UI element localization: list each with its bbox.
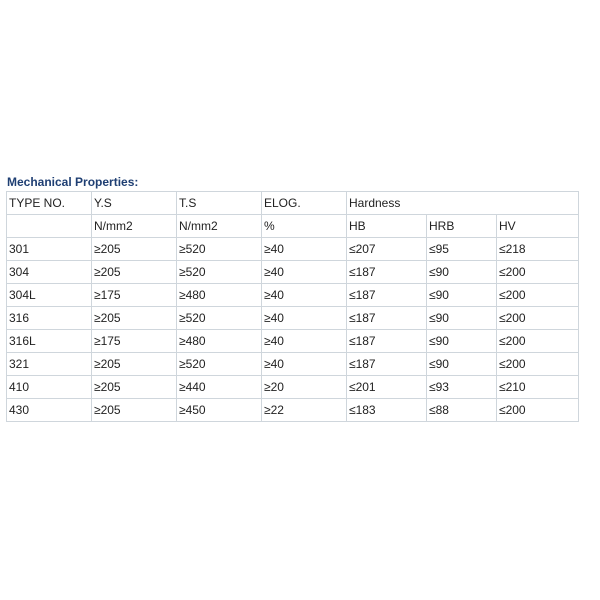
cell-elog: ≥40 — [262, 284, 347, 307]
section-title: Mechanical Properties: — [7, 175, 139, 189]
table-row — [7, 399, 579, 422]
cell-ts: ≥440 — [177, 376, 262, 399]
cell-ys: ≥175 — [92, 330, 177, 353]
cell-hb: ≤187 — [347, 307, 427, 330]
subheader-row — [7, 215, 579, 238]
cell-elog: ≥40 — [262, 238, 347, 261]
cell-type-no: 321 — [7, 353, 92, 376]
cell-ts: ≥520 — [177, 307, 262, 330]
cell-hv: ≤200 — [497, 284, 579, 307]
cell-hb: ≤201 — [347, 376, 427, 399]
table-row — [7, 376, 579, 399]
cell-ts: ≥520 — [177, 353, 262, 376]
cell-type-no: 304L — [7, 284, 92, 307]
table-row — [7, 330, 579, 353]
cell-ys: ≥205 — [92, 399, 177, 422]
table-row — [7, 238, 579, 261]
cell-hrb: ≤90 — [427, 284, 497, 307]
mechanical-properties-table — [6, 191, 579, 422]
cell-hv: ≤200 — [497, 261, 579, 284]
cell-type-no: 304 — [7, 261, 92, 284]
cell-ys: ≥175 — [92, 284, 177, 307]
cell-elog: ≥22 — [262, 399, 347, 422]
cell-hv: ≤200 — [497, 399, 579, 422]
cell-hb: ≤187 — [347, 353, 427, 376]
header-ys: Y.S — [92, 192, 177, 215]
cell-hb: ≤183 — [347, 399, 427, 422]
cell-ys: ≥205 — [92, 376, 177, 399]
subheader-ys-unit: N/mm2 — [92, 215, 177, 238]
cell-ts: ≥450 — [177, 399, 262, 422]
header-ts: T.S — [177, 192, 262, 215]
cell-hb: ≤187 — [347, 330, 427, 353]
cell-elog: ≥40 — [262, 353, 347, 376]
cell-type-no: 430 — [7, 399, 92, 422]
cell-ys: ≥205 — [92, 238, 177, 261]
mechanical-properties-section — [6, 174, 578, 422]
cell-hrb: ≤93 — [427, 376, 497, 399]
cell-ys: ≥205 — [92, 261, 177, 284]
cell-hv: ≤200 — [497, 307, 579, 330]
cell-hv: ≤200 — [497, 353, 579, 376]
cell-hv: ≤210 — [497, 376, 579, 399]
cell-type-no: 301 — [7, 238, 92, 261]
table-row — [7, 261, 579, 284]
cell-hrb: ≤88 — [427, 399, 497, 422]
cell-ys: ≥205 — [92, 307, 177, 330]
cell-hb: ≤187 — [347, 261, 427, 284]
cell-hrb: ≤90 — [427, 353, 497, 376]
subheader-elog-unit: % — [262, 215, 347, 238]
cell-ts: ≥520 — [177, 238, 262, 261]
table-row — [7, 353, 579, 376]
table-row — [7, 307, 579, 330]
table-row — [7, 284, 579, 307]
header-elog: ELOG. — [262, 192, 347, 215]
subheader-hv: HV — [497, 215, 579, 238]
cell-hb: ≤207 — [347, 238, 427, 261]
header-type-no: TYPE NO. — [7, 192, 92, 215]
subheader-hb: HB — [347, 215, 427, 238]
subheader-ts-unit: N/mm2 — [177, 215, 262, 238]
cell-ts: ≥480 — [177, 284, 262, 307]
cell-type-no: 316 — [7, 307, 92, 330]
cell-elog: ≥40 — [262, 307, 347, 330]
cell-hrb: ≤90 — [427, 330, 497, 353]
cell-type-no: 316L — [7, 330, 92, 353]
subheader-type-no — [7, 215, 92, 238]
cell-hv: ≤218 — [497, 238, 579, 261]
cell-hrb: ≤90 — [427, 261, 497, 284]
cell-ts: ≥520 — [177, 261, 262, 284]
cell-ys: ≥205 — [92, 353, 177, 376]
header-hardness: Hardness — [347, 192, 579, 215]
cell-elog: ≥40 — [262, 261, 347, 284]
subheader-hrb: HRB — [427, 215, 497, 238]
cell-elog: ≥20 — [262, 376, 347, 399]
cell-elog: ≥40 — [262, 330, 347, 353]
cell-hrb: ≤95 — [427, 238, 497, 261]
cell-ts: ≥480 — [177, 330, 262, 353]
cell-hv: ≤200 — [497, 330, 579, 353]
cell-hb: ≤187 — [347, 284, 427, 307]
cell-type-no: 410 — [7, 376, 92, 399]
cell-hrb: ≤90 — [427, 307, 497, 330]
header-row — [7, 192, 579, 215]
